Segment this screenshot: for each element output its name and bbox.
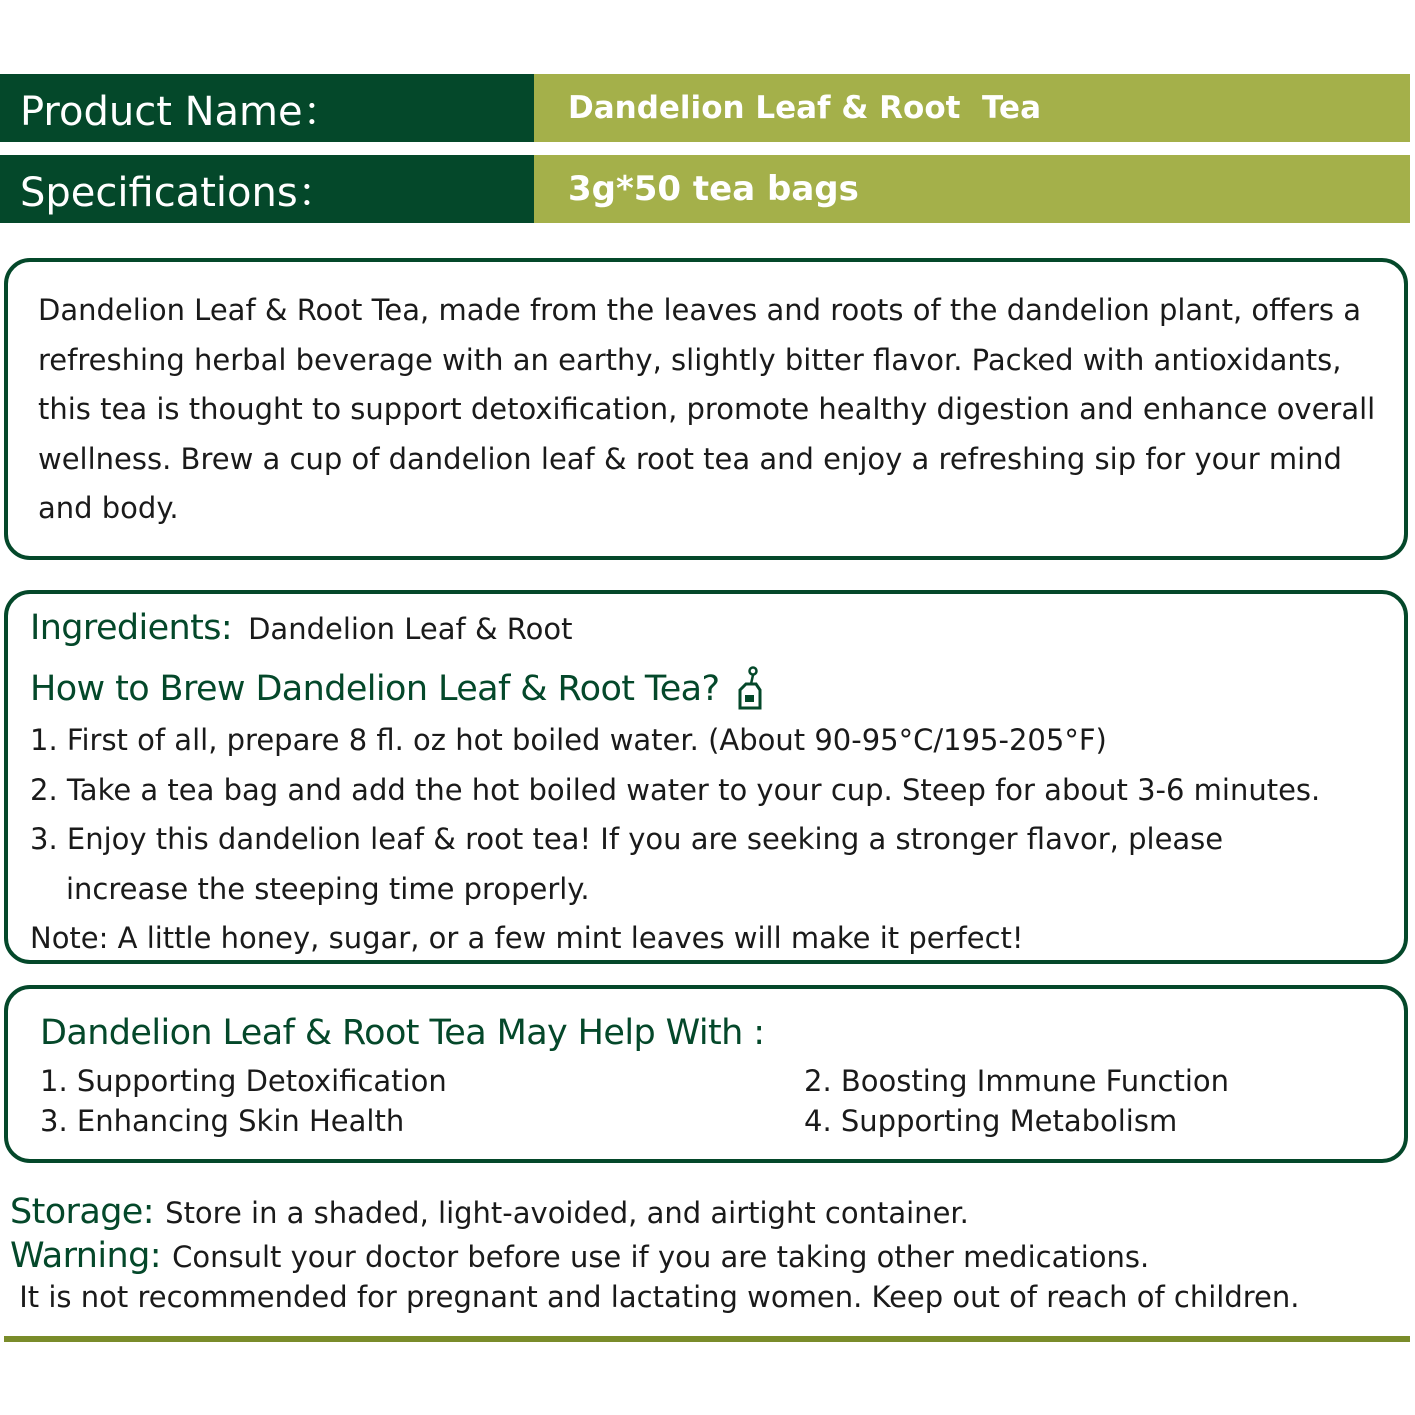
specifications-row (0, 155, 1410, 223)
brew-note: Note: A little honey, sugar, or a few mint leaves will make it perfect! (30, 921, 1024, 955)
description-box (4, 258, 1408, 560)
brew-step-2: 2. Take a tea bag and add the hot boiled water to your cup. Steep for about 3-6 minutes. (30, 772, 1321, 807)
benefit-item: 1. Supporting Detoxification (40, 1064, 447, 1098)
tea-bag-icon (734, 666, 764, 712)
brew-title-line (30, 662, 1384, 716)
storage-line (10, 1192, 1299, 1236)
product-name-label: Product Name： (0, 74, 534, 142)
benefits-box (4, 985, 1408, 1163)
product-name-value: Dandelion Leaf & Root Tea (534, 74, 1410, 142)
brew-box (4, 590, 1408, 964)
warning-text: Consult your doctor before use if you are taking other medications. (162, 1240, 1150, 1274)
brew-step-3: 3. Enjoy this dandelion leaf & root tea! If you are seeking a stronger flavor, please (30, 822, 1224, 856)
specifications-value: 3g*50 tea bags (534, 155, 1410, 223)
warning-label: Warning: (10, 1236, 161, 1276)
benefit-item: 2. Boosting Immune Function (804, 1064, 1230, 1098)
benefit-item: 3. Enhancing Skin Health (40, 1104, 405, 1138)
footer-notes (10, 1192, 1299, 1324)
brew-step-3-continued: increase the steeping time properly. (66, 871, 590, 906)
ingredients-value: Dandelion Leaf & Root (248, 612, 573, 646)
specifications-label: Specifications： (0, 155, 534, 223)
description-text: Dandelion Leaf & Root Tea, made from the leaves and roots of the dandelion plant, offers a refreshing herbal beverage with an earthy, slightly bitter flavor. Packed with antioxidants, this tea is thought to support detoxification, promote healthy digestion and enhance overall wellness. Brew a cup of dandelion leaf & root tea and enjoy a refreshing sip for your mind and body. (38, 293, 1376, 525)
benefit-item: 4. Supporting Metabolism (804, 1104, 1178, 1138)
brew-title: How to Brew Dandelion Leaf & Root Tea? (30, 669, 720, 709)
product-name-row (0, 74, 1410, 142)
storage-text: Store in a shaded, light-avoided, and airtight container. (155, 1196, 969, 1230)
bottom-divider (4, 1336, 1410, 1342)
warning-text-2: It is not recommended for pregnant and lactating women. Keep out of reach of children. (10, 1280, 1300, 1314)
warning-line (10, 1236, 1299, 1280)
benefits-list (40, 1061, 1380, 1141)
warning-line-2 (10, 1280, 1299, 1324)
ingredients-label: Ingredients: (30, 608, 233, 648)
ingredients-line (30, 608, 1384, 662)
benefits-title: Dandelion Leaf & Root Tea May Help With : (40, 1013, 765, 1053)
brew-step-1: 1. First of all, prepare 8 fl. oz hot boiled water. (About 90-95°C/195-205°F) (30, 723, 1107, 757)
storage-label: Storage: (10, 1192, 154, 1232)
